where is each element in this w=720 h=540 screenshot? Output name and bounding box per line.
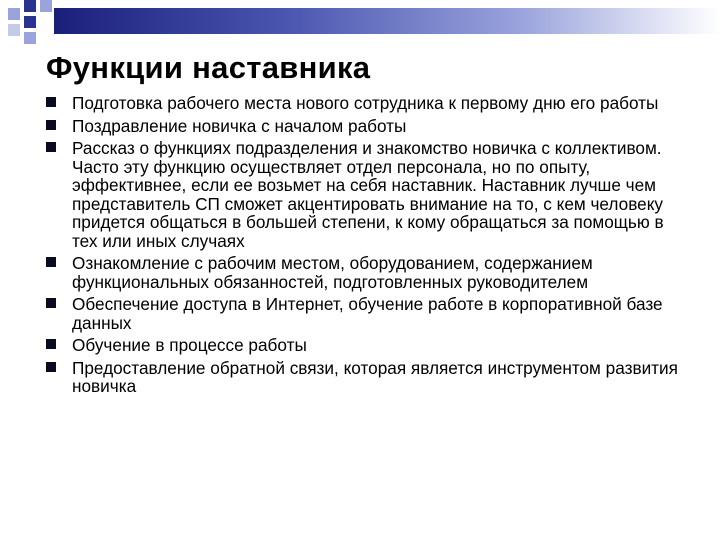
list-item (46, 359, 686, 396)
list-item-text: Ознакомление с рабочим местом, оборудованием, содержанием функциональных обязанностей, подготовленных руководителем (72, 253, 593, 292)
list-item-text: Предоставление обратной связи, которая является инструментом развития новичка (72, 357, 678, 396)
square-bullet-icon (46, 298, 56, 308)
list-item-text: Рассказ о функциях подразделения и знакомство новичка с коллективом. Часто эту функцию осуществляет отдел персонала, но по опыту, эффективнее, если ее возьмет на себя наставник. Наставник лучше чем представитель СП сможет акцентировать внимание на то, с кем человеку придется общаться в большей степени, к кому обращаться за помощью в тех или иных случаях (72, 138, 664, 251)
decor-square (40, 0, 52, 12)
square-bullet-icon (46, 97, 56, 107)
decor-square (24, 32, 36, 44)
header-gradient-bar (54, 8, 720, 34)
list-item (46, 94, 686, 113)
square-bullet-icon (46, 362, 56, 372)
list-item-text: Обеспечение доступа в Интернет, обучение работе в корпоративной базе данных (72, 294, 663, 333)
list-item-text: Обучение в процессе работы (72, 335, 307, 355)
list-item-text: Поздравление новичка с началом работы (72, 115, 407, 136)
slide-title: Функции наставника (46, 50, 371, 85)
list-item (46, 336, 686, 355)
square-bullet-icon (46, 257, 56, 267)
header-decoration (0, 0, 720, 48)
decor-square (8, 8, 20, 20)
list-item (46, 254, 686, 291)
square-bullet-icon (46, 120, 56, 130)
decor-square (24, 0, 36, 12)
square-bullet-icon (46, 142, 56, 152)
decor-square (8, 24, 20, 36)
bullet-list (46, 94, 686, 400)
list-item (46, 117, 686, 136)
list-item (46, 295, 686, 332)
decor-square (24, 16, 36, 28)
list-item (46, 139, 686, 250)
square-bullet-icon (46, 339, 56, 349)
list-item-text: Подготовка рабочего места нового сотрудника к первому дню его работы (72, 93, 659, 113)
